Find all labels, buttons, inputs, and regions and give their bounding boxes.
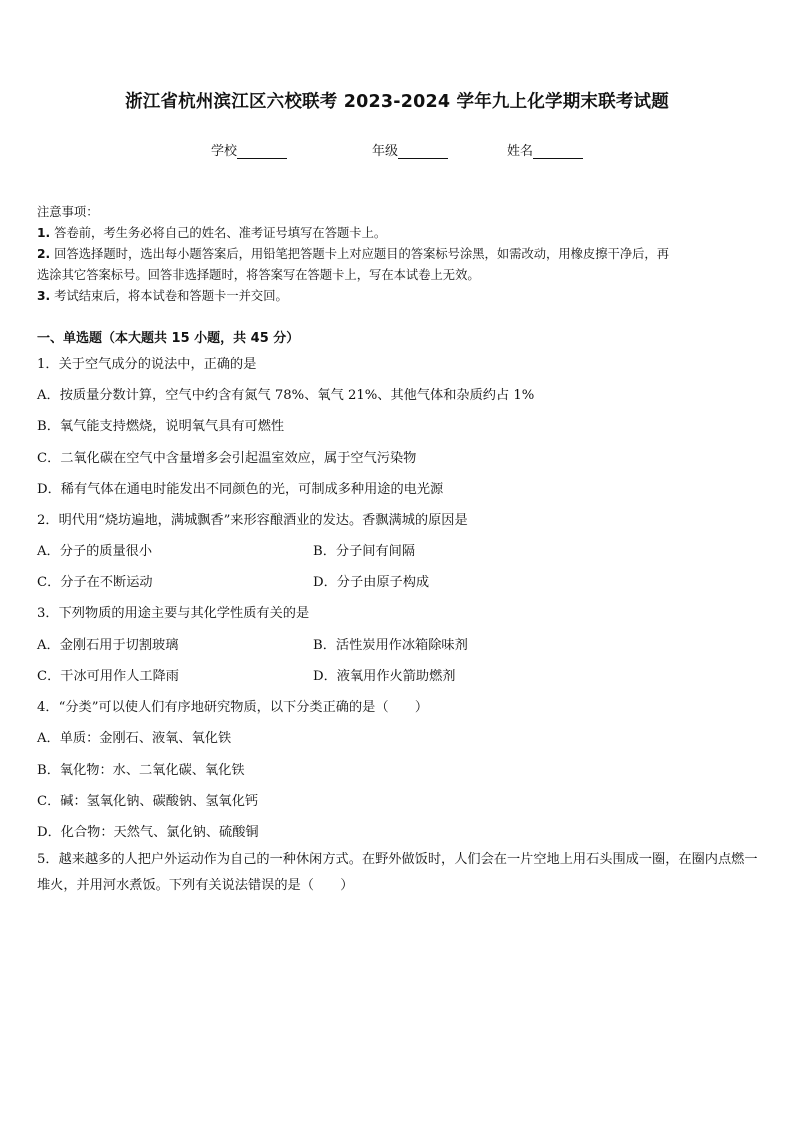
- name-label: 姓名: [507, 144, 534, 159]
- question-1-option-a[interactable]: A．按质量分数计算，空气中约含有氮气 78%、氧气 21%、其他气体和杂质约占 1%: [37, 388, 535, 403]
- question-4-stem: 4．“分类”可以使人们有序地研究物质，以下分类正确的是（ ）: [37, 700, 429, 715]
- question-4-option-a[interactable]: A．单质：金刚石、液氧、氧化铁: [37, 731, 232, 746]
- question-5-stem: 5．越来越多的人把户外运动作为自己的一种休闲方式。在野外做饭时，人们会在一片空地上用石头围成一圈，在圈内点燃一堆火，并用河水煮饭。下列有关说法错误的是（ ）: [37, 852, 758, 893]
- question-4-option-b[interactable]: B．氧化物：水、二氧化碳、氧化铁: [37, 763, 245, 778]
- instruction-2-continued: 选涂其它答案标号。回答非选择题时，将答案写在答题卡上，写在本试卷上无效。: [37, 268, 480, 282]
- question-1-option-b[interactable]: B．氧气能支持燃烧，说明氧气具有可燃性: [37, 419, 285, 434]
- school-label: 学校: [211, 144, 238, 159]
- section-heading: 一、单选题（本大题共 15 小题，共 45 分）: [37, 331, 300, 346]
- school-field[interactable]: [211, 140, 287, 159]
- question-4-option-c[interactable]: C．碱：氢氧化钠、碳酸钠、氢氧化钙: [37, 794, 259, 809]
- question-2-option-b[interactable]: B．分子间有间隔: [313, 544, 416, 559]
- instruction-1-text: 答卷前，考生务必将自己的姓名、准考证号填写在答题卡上。: [54, 226, 387, 240]
- instruction-2-number: 2.: [37, 247, 51, 261]
- instruction-3-text: 考试结束后，将本试卷和答题卡一并交回。: [54, 289, 288, 303]
- name-field[interactable]: [507, 140, 583, 159]
- question-1-option-d[interactable]: D．稀有气体在通电时能发出不同颜色的光，可制成多种用途的电光源: [37, 482, 444, 497]
- instruction-2: [37, 244, 759, 265]
- question-3-stem: 3．下列物质的用途主要与其化学性质有关的是: [37, 606, 310, 621]
- instruction-3: [37, 286, 759, 307]
- question-2-option-d[interactable]: D．分子由原子构成: [313, 575, 430, 590]
- instruction-3-number: 3.: [37, 289, 51, 303]
- question-3-option-d[interactable]: D．液氧用作火箭助燃剂: [313, 669, 456, 684]
- instructions: [37, 202, 759, 307]
- exam-title: 浙江省杭州滨江区六校联考 2023-2024 学年九上化学期末联考试题: [125, 92, 669, 112]
- grade-label: 年级: [372, 144, 399, 159]
- school-blank[interactable]: [237, 145, 287, 159]
- question-3-option-c[interactable]: C．干冰可用作人工降雨: [37, 669, 179, 684]
- instructions-heading: 注意事项：: [37, 205, 99, 219]
- grade-field[interactable]: [372, 140, 448, 159]
- question-2-stem: 2．明代用“烧坊遍地，满城飘香”来形容酿酒业的发达。香飘满城的原因是: [37, 513, 468, 528]
- question-2-option-c[interactable]: C．分子在不断运动: [37, 575, 153, 590]
- question-4-option-d[interactable]: D．化合物：天然气、氯化钠、硫酸铜: [37, 825, 259, 840]
- question-1-option-c[interactable]: C．二氧化碳在空气中含量增多会引起温室效应，属于空气污染物: [37, 451, 417, 466]
- name-blank[interactable]: [533, 145, 583, 159]
- instruction-2-text-line1: 回答选择题时，选出每小题答案后，用铅笔把答题卡上对应题目的答案标号涂黑，如需改动，用橡皮擦干净后，再: [54, 247, 670, 261]
- instruction-1: [37, 223, 759, 244]
- question-2-option-a[interactable]: A．分子的质量很小: [37, 544, 153, 559]
- question-3-option-b[interactable]: B．活性炭用作冰箱除味剂: [313, 638, 468, 653]
- question-3-option-a[interactable]: A．金刚石用于切割玻璃: [37, 638, 179, 653]
- question-1-stem: 1．关于空气成分的说法中，正确的是: [37, 357, 257, 372]
- grade-blank[interactable]: [398, 145, 448, 159]
- instruction-1-number: 1.: [37, 226, 51, 240]
